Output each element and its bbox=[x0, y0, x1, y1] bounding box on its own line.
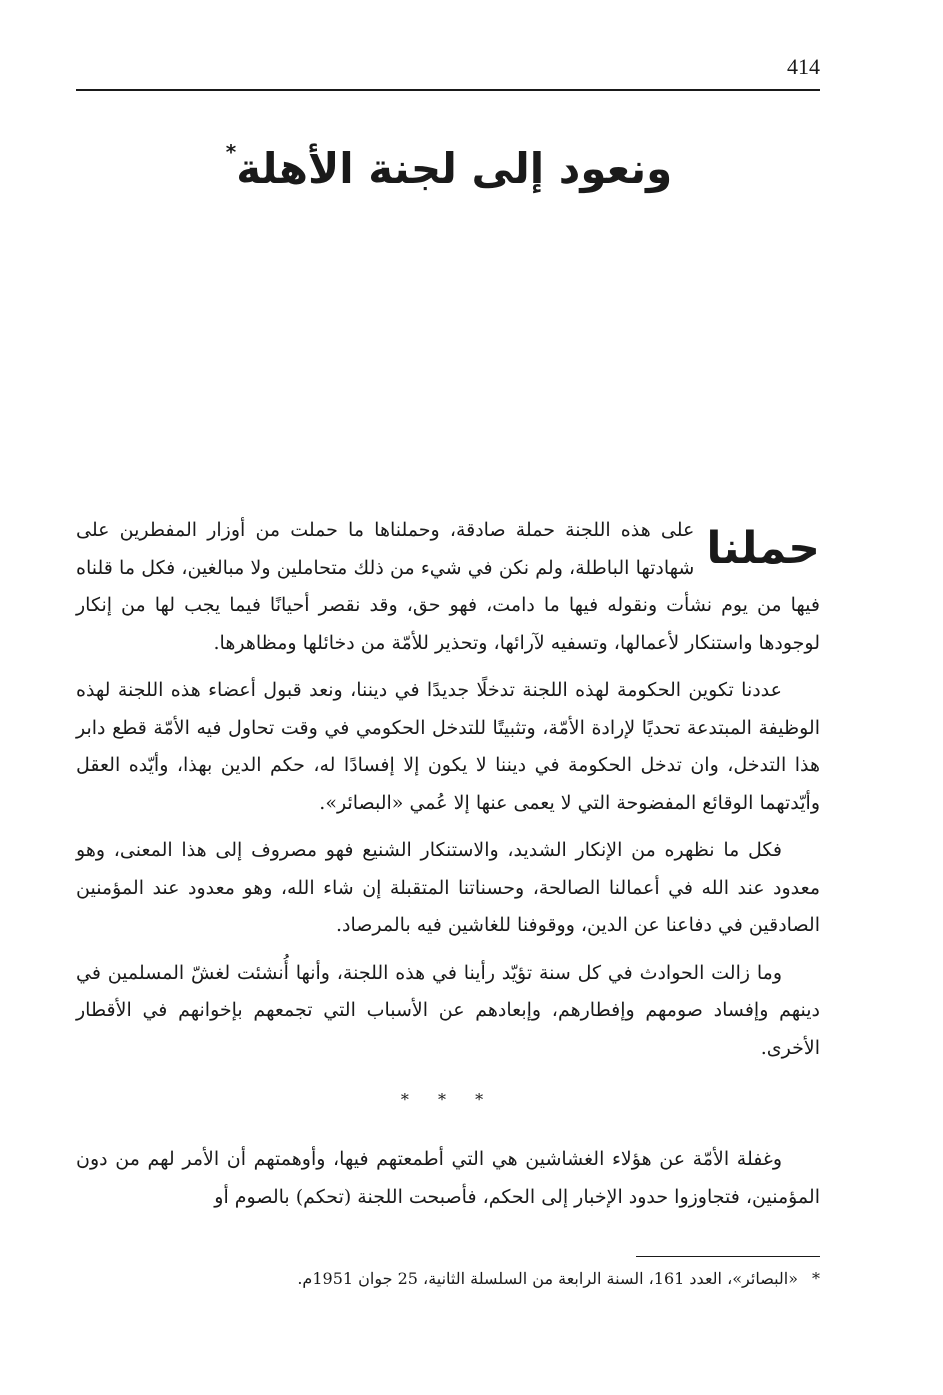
paragraph-3: فكل ما نظهره من الإنكار الشديد، والاستنكار الشنيع فهو مصروف إلى هذا المعنى، وهو معدود عند الله في أعمالنا الصالحة، وحسناتنا المتقبلة إن شاء الله، وهو معدود عند المؤمنين الصادقين في دفاعنا عن الدين، ووقوفنا للغاشين فيه بالمرصاد. bbox=[76, 839, 820, 936]
footnote bbox=[76, 1264, 820, 1294]
page-number: 414 bbox=[787, 54, 820, 79]
title-footnote-marker: * bbox=[225, 140, 237, 164]
paragraph-5: وغفلة الأمّة عن هؤلاء الغشاشين هي التي أطمعتهم فيها، وأوهمتهم أن الأمر لهم من دون المؤمنين، فتجاوزوا حدود الإخبار إلى الحكم، فأصبحت اللجنة (تحكم) بالصوم أو bbox=[76, 1148, 820, 1208]
footnote-marker: * bbox=[812, 1269, 820, 1288]
footnote-text: «البصائر»، العدد 161، السنة الرابعة من السلسلة الثانية، 25 جوان 1951م. bbox=[297, 1269, 798, 1288]
header-rule bbox=[76, 89, 820, 91]
article-title bbox=[76, 112, 820, 209]
footnote-rule bbox=[636, 1256, 820, 1257]
paragraph-1 bbox=[76, 512, 820, 662]
title-text: ونعود إلى لجنة الأهلة bbox=[236, 144, 673, 193]
article-body bbox=[76, 512, 820, 1226]
section-separator: * * * bbox=[400, 1090, 496, 1109]
paragraph-4: وما زالت الحوادث في كل سنة تؤيّد رأينا في هذه اللجنة، وأنها أُنشئت لغشّ المسلمين في دينهم وإفساد صومهم وإفطارهم، وإبعادهم عن الأسباب التي تجمعهم بإخوانهم في الأقطار الأخرى. bbox=[76, 961, 820, 1059]
paragraph-1-text: على هذه اللجنة حملة صادقة، وحملناها ما حملت من أوزار المفطرين على شهادتها الباطلة، ولم نكن في شيء من ذلك متحاملين ولا مبالغين، فكل ما قلناه فيها من يوم نشأت ونقوله فيها ما دامت، فهو حق، وقد نقصر أحيانًا فيما يجب لها من إنكار لوجودها واستنكار لأعمالها، وتسفيه لآرائها، وتحذير للأمّة من دخائلها ومظاهرها. bbox=[76, 519, 820, 654]
dropcap-word: حملنا bbox=[706, 523, 820, 574]
paragraph-2: عددنا تكوين الحكومة لهذه اللجنة تدخلًا جديدًا في ديننا، ونعد قبول أعضاء هذه اللجنة لهذه الوظيفة المبتدعة تحديًا لإرادة الأمّة، وتثبيتًا للتدخل الحكومي في وقت تحاول فيه الأمّة قطع دابر هذا التدخل، وان تدخل الحكومة في ديننا لا يكون إلا إفسادًا له، حكم الدين بهذا، وأيّده العقل وأيّدتهما الوقائع المفضوحة التي لا يعمى عنها إلا عُمي «البصائر». bbox=[76, 679, 820, 814]
